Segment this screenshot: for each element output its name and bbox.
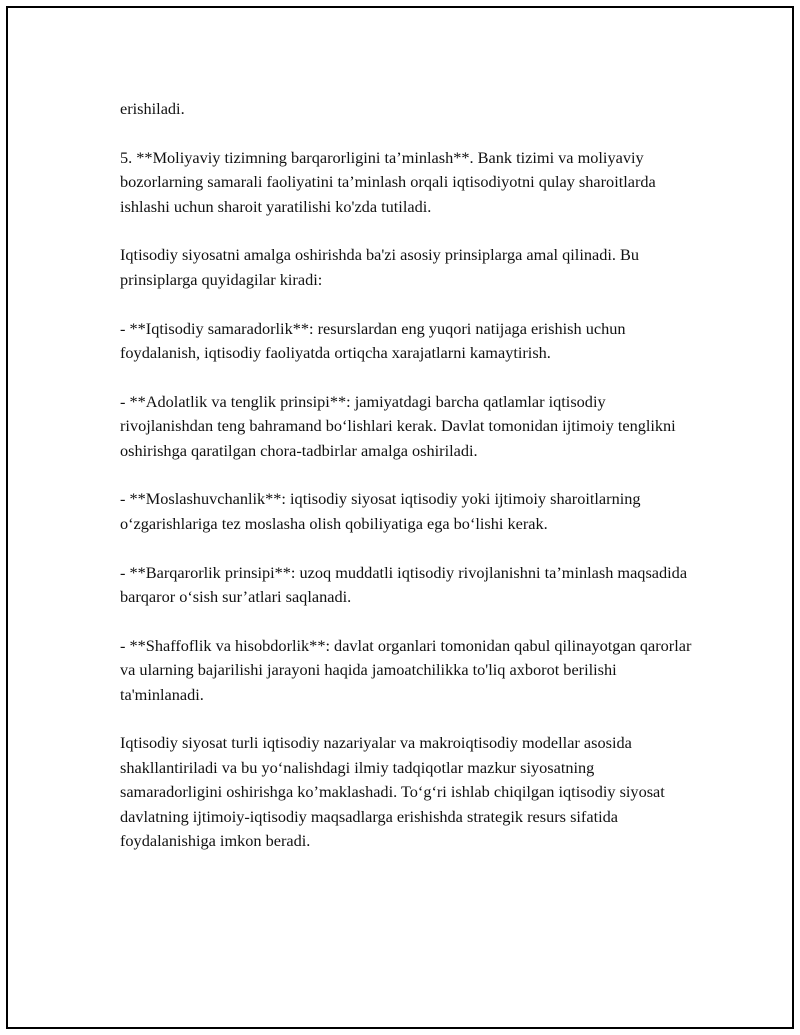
list-item-economic-efficiency: - **Iqtisodiy samaradorlik**: resurslardan eng yuqori natijaga erishish uchun foydalanish, iqtisodiy faoliyatda ortiqcha xarajatlarni kamaytirish. xyxy=(120,318,626,363)
list-item-fairness-equality: - **Adolatlik va tenglik prinsipi**: jamiyatdagi barcha qatlamlar iqtisodiy rivojlanishdan teng bahramand bo‘lishlari kerak. Davlat tomonidan ijtimoiy tenglikni oshirishga qaratilgan chora-tadbirlar amalga oshiriladi. xyxy=(120,391,676,460)
list-item-stability: - **Barqarorlik prinsipi**: uzoq muddatli iqtisodiy rivojlanishni ta’minlash maqsadida barqaror o‘sish sur’atlari saqlanadi. xyxy=(120,562,688,607)
list-item-transparency: - **Shaffoflik va hisobdorlik**: davlat organlari tomonidan qabul qilinayotgan qarorlar va ularning bajarilishi jarayoni haqida jamoatchilikka to'liq axborot berilishi ta'minlanadi. xyxy=(120,635,692,704)
list-item-flexibility: - **Moslashuvchanlik**: iqtisodiy siyosat iqtisodiy yoki ijtimoiy sharoitlarning o‘zgarishlariga tez moslasha olish qobiliyatiga ega bo‘lishi kerak. xyxy=(120,489,641,533)
document-page xyxy=(6,6,794,1029)
paragraph-continuation: erishiladi. xyxy=(120,99,185,118)
paragraph-financial-stability: 5. **Moliyaviy tizimning barqarorligini ta’minlash**. Bank tizimi va moliyaviy bozorlarning samarali faoliyatini ta’minlash orqali iqtisodiyotni qulay sharoitlarda ishlashi uchun sharoit yaratilishi ko'zda tutiladi. xyxy=(120,147,656,216)
paragraph-principles-intro: Iqtisodiy siyosatni amalga oshirishda ba'zi asosiy prinsiplarga amal qilinadi. Bu prinsiplarga quyidagilar kiradi: xyxy=(120,245,640,289)
document-body xyxy=(120,97,700,878)
paragraph-conclusion: Iqtisodiy siyosat turli iqtisodiy nazariyalar va makroiqtisodiy modellar asosida shakllantiriladi va bu yo‘nalishdagi ilmiy tadqiqotlar mazkur siyosatning samaradorligini oshirishga ko’maklashadi. To‘g‘ri ishlab chiqilgan iqtisodiy siyosat davlatning ijtimoiy-iqtisodiy maqsadlarga erishishda strategik resurs sifatida foydalanishiga imkon beradi. xyxy=(120,733,665,851)
